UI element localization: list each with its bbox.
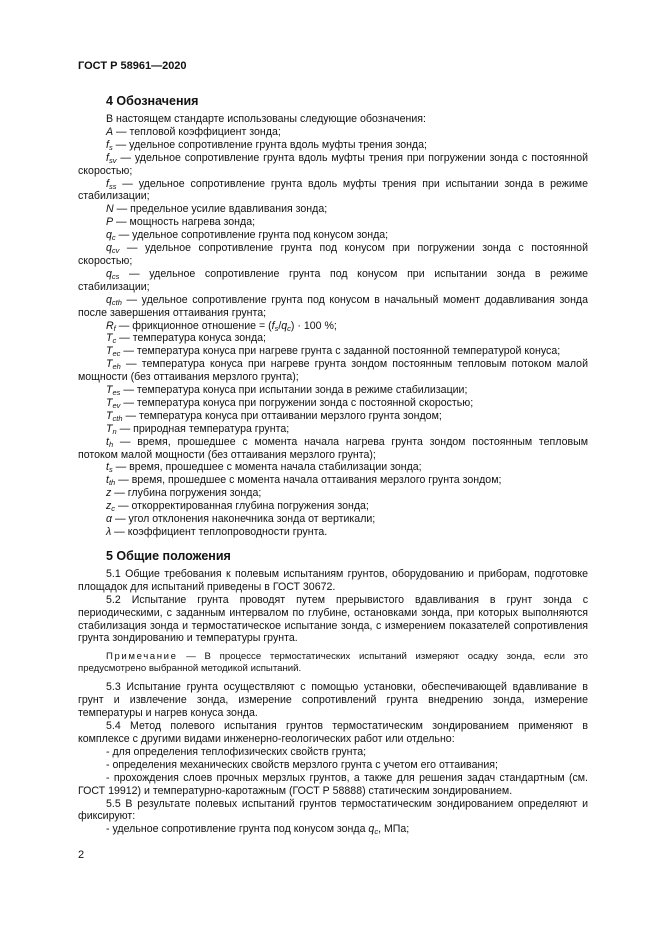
definition-subscript: c <box>112 336 117 346</box>
definition-text: — температура конуса при погружении зонда с постоянной скоростью; <box>120 396 474 409</box>
bullet-thermophysical: - для определения теплофизических свойств грунта; <box>106 745 367 758</box>
definition-symbol: z <box>106 487 112 500</box>
definition-subscript: s <box>108 142 113 152</box>
definition-symbol: T <box>106 409 113 422</box>
definition-text: — фрикционное отношение = $(f_s/q_c) \cdot 100$ %; <box>115 319 337 333</box>
definition-subscript: th <box>108 478 116 488</box>
paragraph-5-4: 5.4 Метод полевого испытания грунтов термостатическим зондированием применяют в комплексе с другими видами инженерно-геологических работ или отдельно: <box>78 720 588 745</box>
definition-item <box>78 216 588 229</box>
definition-text: — откорректированная глубина погружения зонда; <box>115 500 369 513</box>
bullet-cone-resistance: - удельное сопротивление грунта под конусом зонда $q_c$, МПа; <box>106 823 410 837</box>
definition-symbol: t <box>106 435 109 448</box>
definition-item <box>78 320 588 333</box>
definition-symbol: T <box>106 422 113 435</box>
document-header: ГОСТ Р 58961—2020 <box>78 60 187 72</box>
definition-item <box>78 487 588 500</box>
definition-subscript: sv <box>108 155 117 165</box>
definition-symbol: q <box>106 267 112 280</box>
definition-subscript: eh <box>112 362 121 372</box>
definition-symbol: z <box>106 500 112 513</box>
note-label: Примечание <box>106 651 178 663</box>
bullet-mechanical: - определения механических свойств мерзлого грунта с учетом его оттаивания; <box>106 758 498 771</box>
definition-item <box>78 332 588 345</box>
definition-subscript: es <box>112 388 121 398</box>
definition-text: — удельное сопротивление грунта под конусом при погружении зонда с постоянной скоростью; <box>78 242 588 267</box>
definition-text: — предельное усилие вдавливания зонда; <box>113 203 328 216</box>
definition-symbol: t <box>106 461 109 474</box>
definition-subscript: cth <box>112 413 123 423</box>
definition-item <box>78 152 588 178</box>
definition-item <box>78 397 588 410</box>
definition-item <box>78 474 588 487</box>
definition-symbol: R <box>106 319 114 332</box>
definition-item <box>78 461 588 474</box>
definition-symbol: t <box>106 474 109 487</box>
paragraph-5-2: 5.2 Испытание грунта проводят путем прерывистого вдавливания в грунт зонда с периодическими, с заданным интервалом по глубине, остановками зонда, при которых выполняются стабилизация зонда и термостатическое испытание зонда, с измерением показателей сопротивления грунта зондированию и температуры грунта. <box>78 593 588 645</box>
definition-symbol: T <box>106 358 113 371</box>
definition-symbol: q <box>106 229 112 242</box>
definition-item <box>78 203 588 216</box>
definition-text: — мощность нагрева зонда; <box>113 216 256 229</box>
definitions-list <box>78 126 588 539</box>
definition-text: — температура конуса при нагреве грунта зондом постоянным тепловым потоком малой мощности (без оттаивания мерзлого грунта); <box>78 358 588 384</box>
definition-item <box>78 242 588 268</box>
definition-text: — температура конуса при нагреве грунта с заданной постоянной температурой конуса; <box>120 345 561 358</box>
definition-subscript: ss <box>108 181 117 191</box>
paragraph-5-3: 5.3 Испытание грунта осуществляют с помощью установки, обеспечивающей вдавливание в грунт и извлечение зонда, измерение сопротивлений грунта внедрению зонда, измерение температуры и нагрев конуса зонда. <box>78 681 588 720</box>
definition-text: — температура конуса при оттаивании мерзлого грунта зондом; <box>122 409 442 422</box>
definition-text: — удельное сопротивление грунта под конусом при испытании зонда в режиме стабилизации; <box>78 267 588 293</box>
definition-text: — время, прошедшее с момента начала оттаивания мерзлого грунта зондом; <box>115 474 502 487</box>
definition-item <box>78 500 588 513</box>
definition-subscript: ev <box>112 400 121 410</box>
definition-symbol: f <box>106 177 109 190</box>
definition-item <box>78 126 588 139</box>
definition-item <box>78 139 588 152</box>
definition-subscript: s <box>108 465 113 475</box>
definition-symbol: P <box>106 216 114 229</box>
definition-subscript: n <box>112 426 117 436</box>
definition-text: — время, прошедшее с момента начала нагрева грунта зондом постоянным тепловым потоком малой мощности (без оттаивания мерзлого грунта); <box>78 435 588 461</box>
definition-symbol: N <box>106 203 114 216</box>
definition-symbol: f <box>106 151 109 164</box>
definition-subscript: ec <box>112 349 121 359</box>
definition-text: — температура конуса зонда; <box>116 332 266 345</box>
definition-item <box>78 268 588 294</box>
definition-symbol: q <box>106 293 112 306</box>
note-text: — В процессе термостатических испытаний измеряют осадку зонда, если это предусмотрено выбранной методикой испытаний. <box>78 651 588 675</box>
definition-text: — коэффициент теплопроводности грунта. <box>111 526 328 538</box>
paragraph-5-1: 5.1 Общие требования к полевым испытаниям грунтов, оборудованию и приборам, подготовке площадок для испытаний приведены в ГОСТ 30672. <box>78 567 588 593</box>
page-number: 2 <box>78 849 85 861</box>
definition-symbol: f <box>106 138 109 151</box>
definition-item <box>78 436 588 462</box>
definition-symbol: T <box>106 384 113 397</box>
definition-text: — удельное сопротивление грунта под конусом зонда; <box>115 229 389 242</box>
definition-item <box>78 229 588 242</box>
definition-text: — удельное сопротивление грунта под конусом в начальный момент додавливания зонда после завершения оттаивания грунта; <box>78 293 588 319</box>
definition-item <box>78 178 588 204</box>
definition-item <box>78 384 588 397</box>
definition-symbol: T <box>106 332 113 345</box>
paragraph-5-5: 5.5 В результате полевых испытаний грунтов термостатическим зондированием определяют и фиксируют: <box>78 797 588 823</box>
definition-subscript: cv <box>111 246 120 256</box>
definition-text: — температура конуса при испытании зонда в режиме стабилизации; <box>120 384 468 397</box>
section-5-title: 5 Общие положения <box>106 548 231 563</box>
definition-subscript: c <box>111 233 116 243</box>
definition-symbol: T <box>106 396 113 409</box>
definition-item <box>78 513 588 526</box>
definition-item <box>78 358 588 384</box>
definition-symbol: A <box>106 125 114 138</box>
definition-text: — природная температура грунта; <box>116 422 290 435</box>
definition-symbol: λ <box>106 526 112 538</box>
definition-symbol: T <box>106 345 113 358</box>
definition-item <box>78 526 588 539</box>
definition-text: — удельное сопротивление грунта вдоль муфты трения при испытании зонда в режиме стабилизации; <box>78 177 588 203</box>
definition-subscript: f <box>113 323 116 333</box>
definition-text: — удельное сопротивление грунта вдоль муфты трения при погружении зонда с постоянной скоростью; <box>78 151 588 177</box>
definition-subscript: cs <box>111 271 120 281</box>
definition-item <box>78 423 588 436</box>
definition-text: — угол отклонения наконечника зонда от вертикали; <box>112 513 376 526</box>
definition-item <box>78 345 588 358</box>
definition-text: — удельное сопротивление грунта вдоль муфты трения зонда; <box>112 138 427 151</box>
definition-text: — тепловой коэффициент зонда; <box>113 125 281 138</box>
definition-subscript: h <box>108 439 114 449</box>
section-4-title: 4 Обозначения <box>106 94 199 108</box>
bullet-penetration: - прохождения слоев прочных мерзлых грунтов, а также для решения задач стандартным (см. ГОСТ 19912) и температурно-каротажным (ГОСТ Р 58888) статическим зондированием. <box>78 771 588 797</box>
document-body <box>78 94 588 836</box>
definition-text: — время, прошедшее с момента начала стабилизации зонда; <box>112 461 422 474</box>
definition-subscript: cth <box>111 297 122 307</box>
definition-symbol: α <box>106 513 113 526</box>
definition-item <box>78 294 588 320</box>
section-4-intro: В настоящем стандарте использованы следующие обозначения: <box>106 113 426 125</box>
note <box>78 651 588 675</box>
definition-text: — глубина погружения зонда; <box>111 487 262 500</box>
definition-subscript: c <box>111 504 116 514</box>
definition-item <box>78 410 588 423</box>
definition-symbol: q <box>106 242 112 255</box>
